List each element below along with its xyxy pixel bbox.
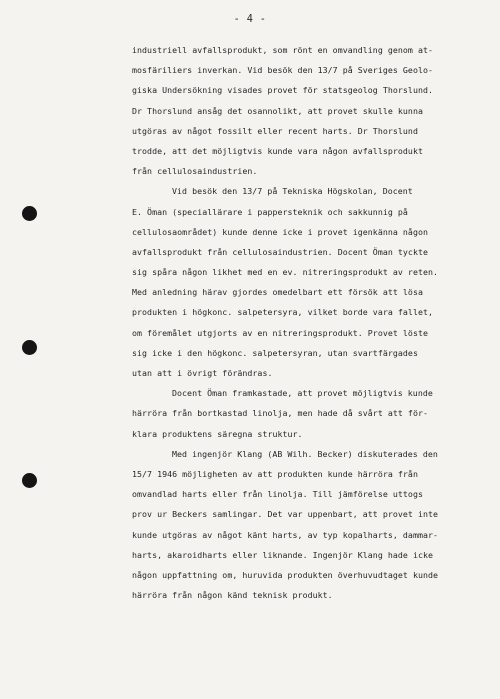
paragraph	[132, 181, 488, 383]
text-line: cellulosaområdet) kunde denne icke i provet igenkänna någon	[132, 226, 428, 237]
paragraph	[132, 444, 488, 606]
punch-hole-middle	[22, 340, 37, 355]
punch-hole-top	[22, 206, 37, 221]
text-line: sig spåra någon likhet med en ev. nitreringsprodukt av reten.	[132, 267, 439, 278]
text-line: från cellulosaindustrien.	[132, 166, 258, 177]
text-line: kunde utgöras av något känt harts, av typ kopalharts, dammar-	[132, 529, 439, 540]
text-line: om föremålet utgjorts av en nitreringsprodukt. Provet löste	[132, 327, 428, 338]
text-line: sig icke i den högkonc. salpetersyran, utan svartfärgades	[132, 347, 418, 358]
text-line: Vid besök den 13/7 på Tekniska Högskolan, Docent	[172, 186, 413, 197]
text-line: industriell avfallsprodukt, som rönt en omvandling genom at-	[132, 45, 434, 55]
text-line: klara produktens säregna struktur.	[132, 428, 303, 439]
text-line: härröra från någon känd teknisk produkt.	[132, 590, 333, 601]
page-number: - 4 -	[233, 14, 267, 25]
text-line: prov ur Beckers samlingar. Det var uppenbart, att provet inte	[132, 509, 439, 520]
text-line: avfallsprodukt från cellulosaindustrien. Docent Öman tyckte	[132, 246, 428, 257]
text-line: någon uppfattning om, huruvida produkten överhuvudtaget kunde	[132, 569, 439, 580]
text-line: utan att i övrigt förändras.	[132, 368, 273, 378]
text-line: E. Öman (speciallärare i pappersteknik och sakkunnig på	[132, 206, 408, 217]
text-line: mosfäriliers inverkan. Vid besök den 13/7 på Sveriges Geolo-	[132, 65, 434, 76]
punch-hole-bottom	[22, 473, 37, 488]
text-line: härröra från bortkastad linolja, men hade då svårt att för-	[132, 408, 428, 419]
text-line: produkten i högkonc. salpetersyra, vilket borde vara fallet,	[132, 307, 434, 318]
text-line: trodde, att det möjligtvis kunde vara någon avfallsprodukt	[132, 145, 423, 156]
text-line: giska Undersökning visades provet för statsgeolog Thorslund.	[132, 85, 434, 96]
text-line: utgöras av något fossilt eller recent harts. Dr Thorslund	[132, 125, 418, 136]
text-line: harts, akaroidharts eller liknande. Ingenjör Klang hade icke	[132, 549, 434, 560]
paragraph	[132, 383, 488, 444]
text-line: 15/7 1946 möjligheten av att produkten kunde härröra från	[132, 468, 418, 479]
text-line: Med ingenjör Klang (AB Wilh. Becker) diskuterades den	[172, 448, 438, 459]
text-line: Dr Thorslund ansåg det osannolikt, att provet skulle kunna	[132, 105, 423, 116]
text-line: omvandlad harts eller från linolja. Till jämförelse uttogs	[132, 489, 423, 500]
paragraph	[132, 40, 488, 181]
document-body	[132, 40, 488, 605]
text-line: Med anledning härav gjordes omedelbart ett försök att lösa	[132, 287, 423, 298]
text-line: Docent Öman framkastade, att provet möjligtvis kunde	[172, 388, 433, 399]
